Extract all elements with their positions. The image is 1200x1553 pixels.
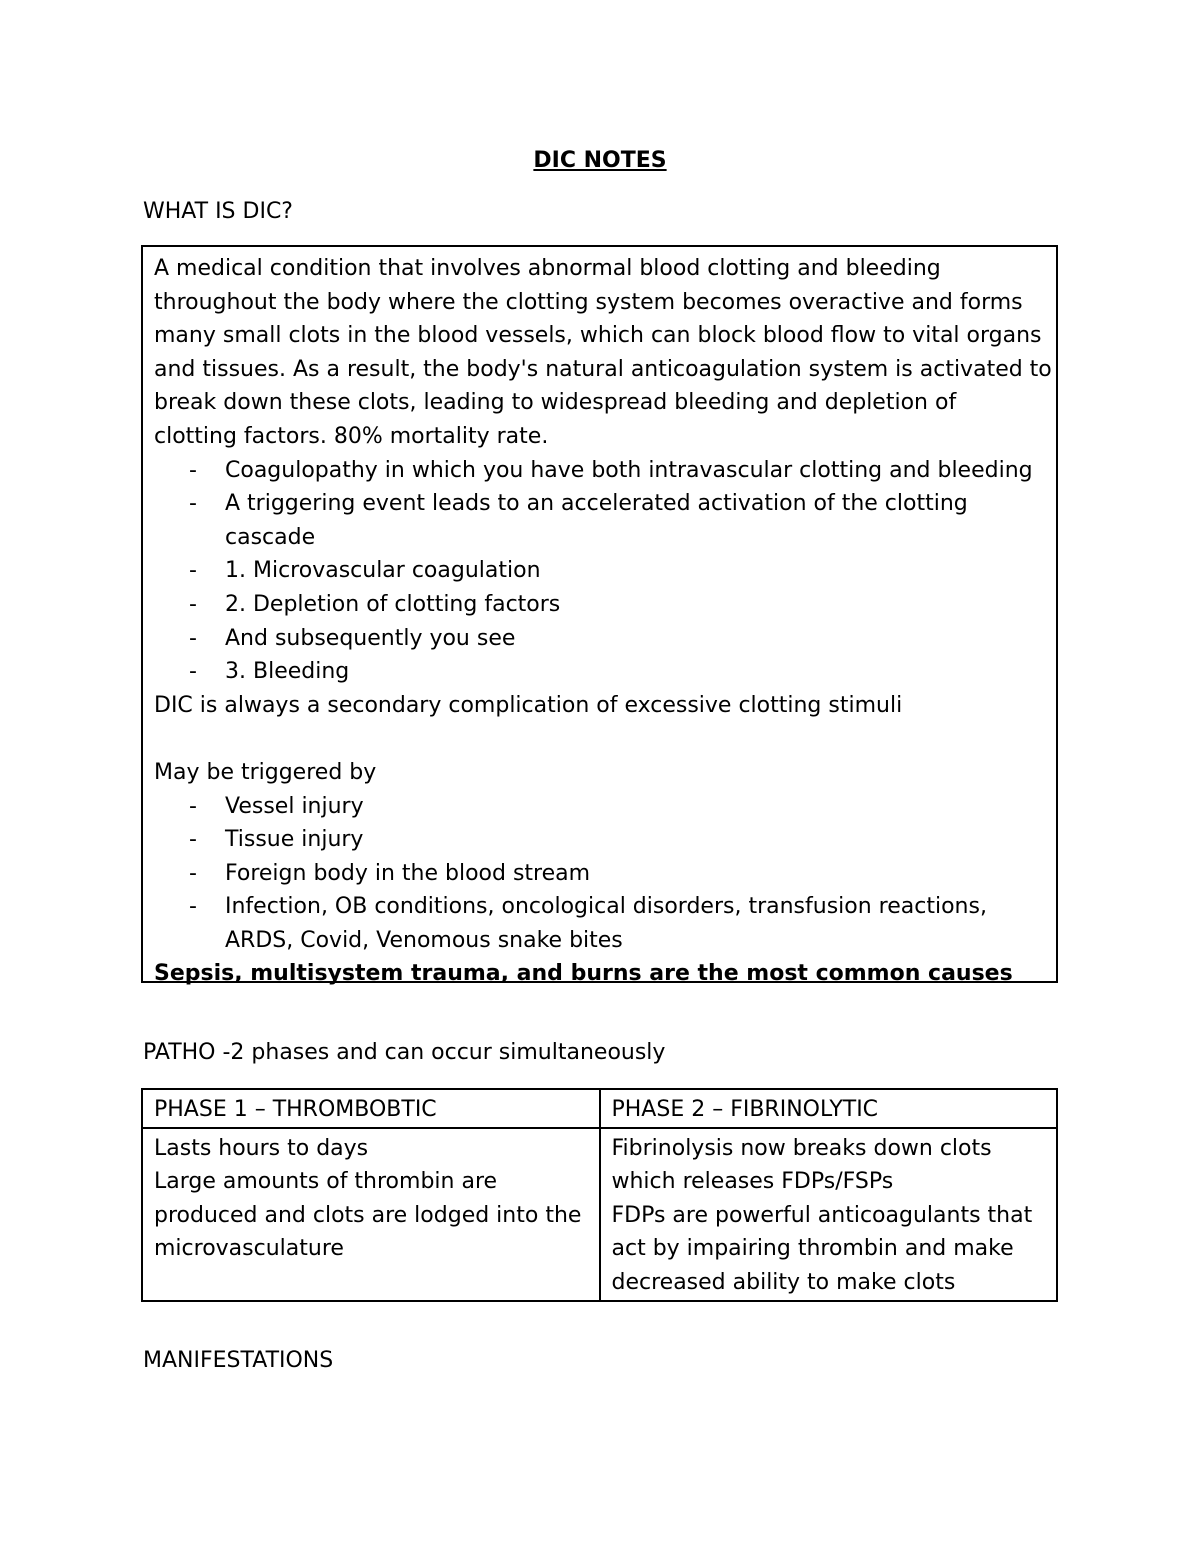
list-item [154,857,1046,891]
cell-line: FDPs are powerful anticoagulants that [611,1202,1033,1228]
paragraph-line: A medical condition that involves abnormal blood clotting and bleeding [154,256,941,281]
list-item-text: cascade [225,524,316,550]
table-header-row [142,1089,1057,1128]
dash-bullet-icon: - [189,625,197,651]
list-item [154,487,1046,554]
secondary-complication-note: DIC is always a secondary complication of excessive clotting stimuli [154,692,903,718]
definition-paragraph [154,252,1052,454]
dash-bullet-icon: - [189,491,197,517]
phase-1-cell [142,1128,600,1301]
phase-1-header: PHASE 1 – THROMBOBTIC [142,1089,600,1128]
cell-line: Large amounts of thrombin are [154,1169,498,1195]
paragraph-line: break down these clots, leading to widespread bleeding and depletion of [154,390,957,416]
what-is-dic-heading: WHAT IS DIC? [143,199,293,224]
list-item-text: And subsequently you see [225,625,516,651]
paragraph-line: clotting factors. 80% mortality rate. [154,423,549,449]
phase-2-cell [600,1128,1058,1301]
coagulopathy-bullet-list [154,454,1046,689]
list-item-text: ARDS, Covid, Venomous snake bites [225,927,623,953]
common-causes-note: Sepsis, multisystem trauma, and burns are the most common causes [154,961,1013,987]
dash-bullet-icon: - [189,457,197,483]
dash-bullet-icon: - [189,827,197,853]
list-item [154,588,1046,622]
cell-line: microvasculature [154,1236,344,1262]
dash-bullet-icon: - [189,793,197,819]
list-item-text: 3. Bleeding [225,659,350,685]
patho-heading: PATHO -2 phases and can occur simultaneously [143,1040,666,1065]
document-title: DIC NOTES [533,148,667,173]
list-item-text: Infection, OB conditions, oncological disorders, transfusion reactions, [225,894,987,920]
phase-2-header: PHASE 2 – FIBRINOLYTIC [600,1089,1058,1128]
list-item [154,622,1046,656]
paragraph-line: throughout the body where the clotting system becomes overactive and forms [154,289,1023,315]
manifestations-heading: MANIFESTATIONS [143,1348,334,1373]
cell-line: Lasts hours to days [154,1135,369,1161]
cell-line: act by impairing thrombin and make [611,1236,1014,1262]
definition-box [141,245,1058,987]
list-item [154,554,1046,588]
list-item-text: A triggering event leads to an accelerated activation of the clotting [225,491,968,517]
list-item-text: Foreign body in the blood stream [225,860,591,886]
triggers-bullet-list [154,790,1046,958]
list-item [154,890,1046,957]
list-item-text: Tissue injury [225,827,364,853]
cell-line: which releases FDPs/FSPs [611,1169,894,1195]
dash-bullet-icon: - [189,894,197,920]
cell-line: produced and clots are lodged into the [154,1202,582,1228]
list-item [154,823,1046,857]
cell-line: decreased ability to make clots [611,1269,956,1295]
list-item [154,790,1046,824]
dash-bullet-icon: - [189,860,197,886]
list-item-text: 1. Microvascular coagulation [225,558,541,584]
blank-line [154,722,1046,756]
list-item-text: 2. Depletion of clotting factors [225,591,561,617]
dash-bullet-icon: - [189,591,197,617]
dash-bullet-icon: - [189,558,197,584]
paragraph-line: many small clots in the blood vessels, which can block blood flow to vital organs [154,323,1042,349]
list-item [154,655,1046,689]
list-item-text: Coagulopathy in which you have both intravascular clotting and bleeding [225,457,1033,483]
triggers-heading: May be triggered by [154,759,377,785]
table-row [142,1128,1057,1301]
paragraph-line: and tissues. As a result, the body's natural anticoagulation system is activated to [154,356,1052,382]
dash-bullet-icon: - [189,659,197,685]
cell-line: Fibrinolysis now breaks down clots [611,1135,992,1161]
phase-table [141,1088,1058,1302]
list-item-text: Vessel injury [225,793,364,819]
list-item [154,454,1046,488]
